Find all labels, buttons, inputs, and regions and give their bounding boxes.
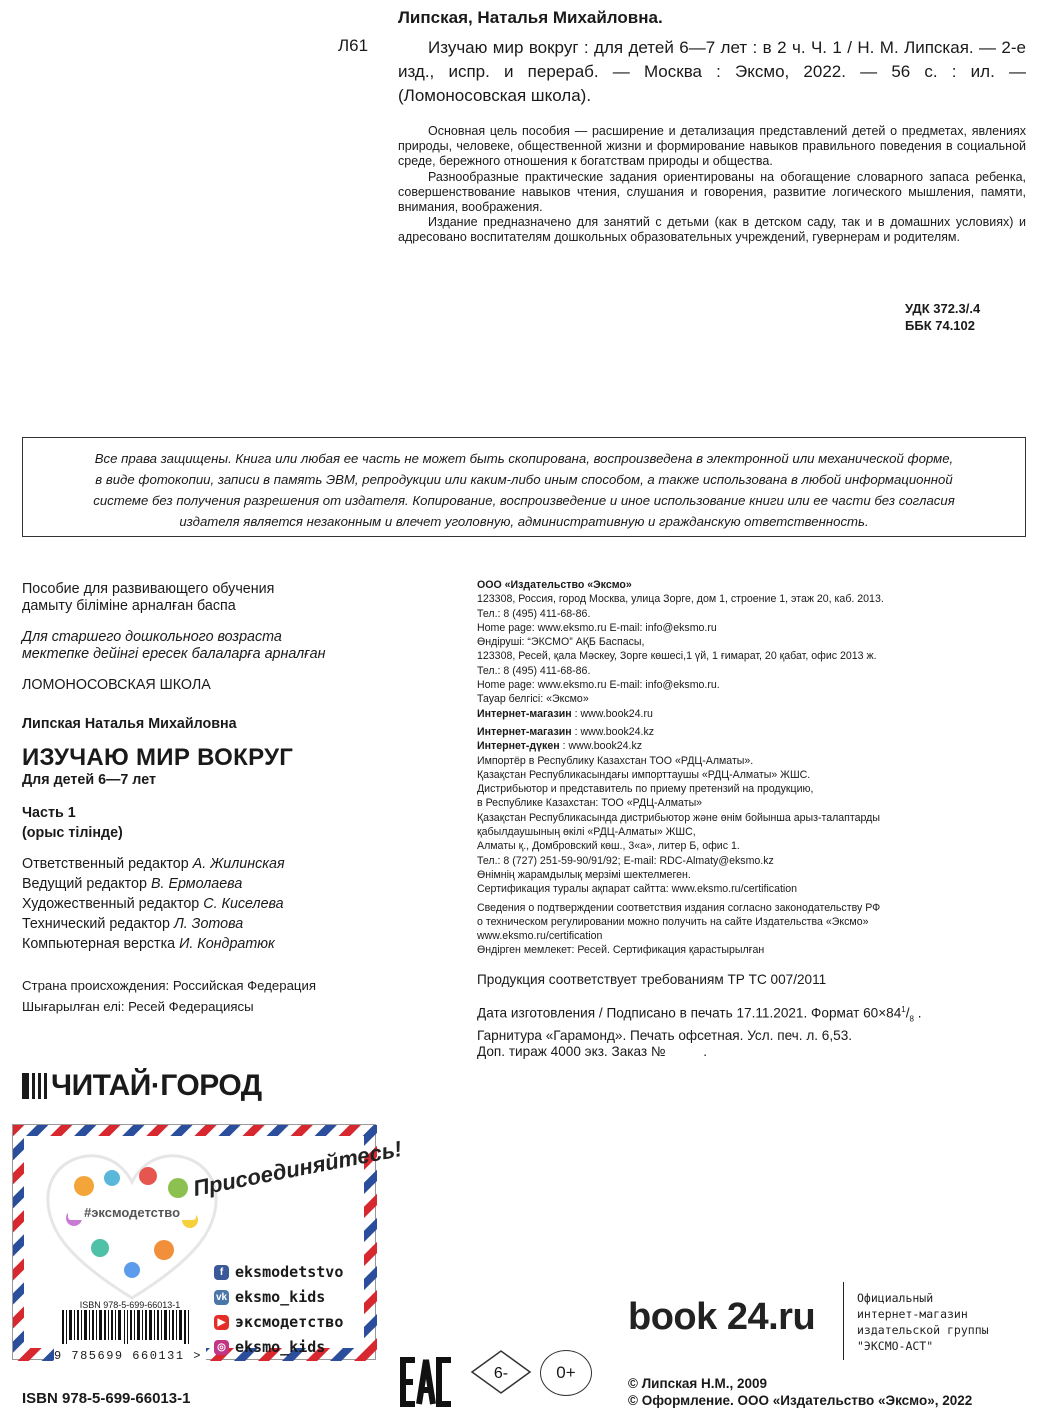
- book24-text-line: издательской группы: [857, 1323, 989, 1337]
- rights-line: издателя является незаконным и влечет уголовную, административную и гражданскую ответственность.: [179, 514, 869, 529]
- credit-role: Технический редактор: [22, 916, 170, 932]
- info-line: Өндіруші: “ЭКСМО” АҚБ Баспасы,: [477, 636, 645, 649]
- facebook-icon: f: [214, 1265, 229, 1280]
- print-info-line: Доп. тираж 4000 экз. Заказ № .: [477, 1044, 708, 1060]
- info-line: Тел.: 8 (727) 251-59-90/91/92; E-mail: RDC-Almaty@eksmo.kz: [477, 854, 774, 867]
- online-shop-kz2-line: [477, 739, 1032, 753]
- info-line: 123308, Ресей, қала Мәскеу, Зорге көшесі,1 үй, 1 ғимарат, 20 қабат, офис 2013 ж.: [477, 650, 877, 663]
- logo-bars-icon: [22, 1073, 47, 1099]
- online-shop-kz-line: [477, 725, 1032, 739]
- info-line: Алматы қ., Домбровский көш., 3«а», литер Б, офис 1.: [477, 840, 740, 853]
- author-heading: Липская, Наталья Михайловна.: [398, 8, 663, 27]
- barcode-isbn: ISBN 978-5-699-66013-1: [79, 1300, 181, 1310]
- annotation-paragraph: Разнообразные практические задания ориентированы на обогащение словарного запаса ребенка, совершенствование навыков чтения, слушания и говорения, развитие логического мышления, памяти, внимания, воображения.: [398, 169, 1026, 215]
- bbk-code: ББК 74.102: [905, 318, 975, 333]
- social-label: eksmodetstvo: [235, 1263, 344, 1281]
- credit-role: Ответственный редактор: [22, 856, 189, 872]
- age6-text: 6-: [493, 1365, 509, 1382]
- shop-kz2-url[interactable]: : www.book24.kz: [559, 740, 643, 753]
- book24-text-line: "ЭКСМО-АСТ": [857, 1339, 934, 1353]
- eac-mark-icon: [399, 1354, 455, 1410]
- series-name: ЛОМОНОСОВСКАЯ ШКОЛА: [22, 677, 211, 693]
- bibliographic-record: Изучаю мир вокруг : для детей 6—7 лет : в 2 ч. Ч. 1 / Н. М. Липская. — 2-е изд., испр. и перераб. — Москва : Эксмо, 2022. — 56 с. : ил. — (Ломоносовская школа).: [398, 38, 1026, 105]
- print-date-format: Дата изготовления / Подписано в печать 17.11.2021. Формат 60×84: [477, 1005, 902, 1021]
- copyright-notice-box: [22, 437, 1026, 537]
- udk-code: УДК 372.3/.4: [905, 301, 981, 316]
- info-line: Дистрибьютор и представитель по приему претензий на продукцию,: [477, 783, 814, 796]
- copyright-author: © Липская Н.М., 2009: [628, 1376, 768, 1391]
- book-title: ИЗУЧАЮ МИР ВОКРУГ: [22, 744, 294, 771]
- instagram-icon: ◎: [214, 1340, 229, 1355]
- shop-kz-label: Интернет-магазин: [477, 725, 572, 738]
- credit-row: [22, 936, 372, 953]
- youtube-icon: ▶: [214, 1315, 229, 1330]
- country-ru: Страна происхождения: Российская Федерация: [22, 978, 316, 993]
- barcode-icon: [54, 1310, 206, 1344]
- age-rating-6: [468, 1349, 534, 1395]
- credit-row: [22, 896, 372, 913]
- credit-name: А. Жилинская: [192, 856, 285, 872]
- info-line: в Республике Казахстан: ТОО «РДЦ-Алматы»: [477, 797, 703, 810]
- info-line: Импортёр в Республику Казахстан ТОО «РДЦ-Алматы».: [477, 754, 754, 767]
- credit-row: [22, 876, 372, 893]
- barcode-block: [54, 1300, 206, 1364]
- purpose-ru: Пособие для развивающего обучения: [22, 581, 275, 597]
- credit-name: Л. Зотова: [173, 916, 244, 932]
- chitai-gorod-wordmark: ЧИТАЙ·ГОРОД: [51, 1069, 262, 1102]
- publisher-name: ООО «Издательство «Эксмо»: [477, 579, 632, 591]
- join-us-title: Присоединяйтесь!: [191, 1136, 404, 1202]
- info-line: Тел.: 8 (495) 411-68-86.: [477, 607, 591, 620]
- social-row[interactable]: [214, 1310, 343, 1335]
- info-line: Home page: www.eksmo.ru E-mail: info@eksmo.ru: [477, 621, 717, 634]
- social-label: eksmo_kids: [235, 1338, 326, 1356]
- shop-kz-url[interactable]: : www.book24.kz: [571, 725, 655, 738]
- info-line: Өнімнің жарамдылық мерзімі шектелмеген.: [477, 868, 691, 881]
- credit-name: В. Ермолаева: [150, 876, 243, 892]
- purpose-kz: дамыту біліміне арналған баспа: [22, 598, 236, 614]
- envelope-inner: [24, 1136, 404, 1363]
- info-line: Home page: www.eksmo.ru E-mail: info@eksmo.ru.: [477, 679, 720, 692]
- book24-text-line: Официальный: [857, 1291, 934, 1305]
- chitai-gorod-logo: [22, 1068, 262, 1104]
- country-kz: Шығарылған елі: Ресей Федерациясы: [22, 999, 254, 1014]
- barcode-digits: 9 785699 660131 >: [54, 1349, 202, 1363]
- credit-role: Ведущий редактор: [22, 876, 147, 892]
- social-label: eksmo_kids: [235, 1288, 326, 1306]
- info-line: Тауар белгісі: «Эксмо»: [477, 693, 589, 706]
- shop-kz2-label: Интернет-дүкен: [477, 740, 560, 753]
- info-line: о техническом регулировании можно получить на сайте Издательства «Эксмо»: [477, 915, 869, 928]
- info-line: Қазақстан Республикасындағы импорттаушы «РДЦ-Алматы» ЖШС.: [477, 768, 811, 781]
- book24-text-line: интернет-магазин: [857, 1307, 968, 1321]
- info-line: www.eksmo.ru/certification: [477, 930, 603, 943]
- info-line: Тел.: 8 (495) 411-68-86.: [477, 664, 591, 677]
- social-row[interactable]: [214, 1260, 343, 1285]
- online-shop-line: [477, 707, 1032, 721]
- shop-label: Интернет-магазин: [477, 707, 572, 720]
- print-info-line: Дата изготовления / Подписано в печать 17.11.2021. Формат $60\times 84^1/_8$ .: [477, 1005, 922, 1024]
- annotation: [398, 124, 1026, 246]
- book-part: Часть 1: [22, 805, 76, 821]
- age-kz: мектепке дейінгі ересек балаларға арналған: [22, 646, 326, 662]
- social-row[interactable]: [214, 1285, 343, 1310]
- age-ru: Для старшего дошкольного возраста: [22, 629, 282, 645]
- envelope-sticker: [12, 1124, 404, 1363]
- info-line: Сертификация туралы ақпарат сайтта: www.eksmo.ru/certification: [477, 883, 798, 896]
- catalog-code: Л61: [338, 36, 369, 55]
- classification-codes: [905, 300, 1025, 334]
- credit-row: [22, 856, 372, 873]
- rights-line: в виде фотокопии, записи в память ЭВМ, репродукции или каким-либо иным способом, а также использована в любой информационной: [95, 472, 953, 487]
- shop-url[interactable]: : www.book24.ru: [571, 707, 653, 720]
- social-row[interactable]: [214, 1335, 343, 1360]
- format-sub: 8: [909, 1014, 914, 1024]
- copyright-design: © Оформление. ООО «Издательство «Эксмо», 2022: [628, 1393, 973, 1408]
- left-imprint-column: [22, 581, 372, 1015]
- hashtag-text: #эксмодетство: [83, 1205, 181, 1220]
- book24-description: [857, 1290, 989, 1354]
- social-label: эксмодетство: [235, 1313, 344, 1331]
- credit-row: [22, 916, 372, 933]
- author-name: Липская Наталья Михайловна: [22, 716, 237, 732]
- right-imprint-column: [477, 578, 1032, 1061]
- heart-illustration: [44, 1152, 220, 1302]
- annotation-paragraph: Издание предназначено для занятий с детьми (как в детском саду, так и в домашних условиях) и адресовано воспитателям дошкольных образовательных учреждений, гувернерам и родителям.: [398, 215, 1026, 245]
- copyright-block: [628, 1375, 972, 1409]
- vk-icon: vk: [215, 1292, 228, 1303]
- annotation-paragraph: Основная цель пособия — расширение и детализация представлений детей о предметах, явлениях природы, человеке, общественной жизни и формирование навыков правильного поведения в социальной среде, бережного отношения к богатствам природы и общества.: [398, 124, 1026, 169]
- info-line: Қазақстан Республикасында дистрибьютор және өнім бойынша арыз-талаптарды: [477, 811, 880, 824]
- age-rating-0: 0+: [540, 1350, 592, 1396]
- divider: [843, 1282, 844, 1360]
- book-language: (орыс тілінде): [22, 825, 123, 841]
- credit-role: Художественный редактор: [22, 896, 200, 912]
- info-line: Өндірген мемлекет: Ресей. Сертификация қарастырылған: [477, 944, 765, 957]
- book24-logo: book 24.ru: [628, 1296, 816, 1338]
- rights-line: системе без получения разрешения от издателя. Копирование, воспроизведение и иное использование книги или ее части без согласия: [93, 493, 955, 508]
- compliance-line: Продукция соответствует требованиям ТР ТС 007/2011: [477, 971, 827, 987]
- info-line: қабылдаушының өкілі «РДЦ-Алматы» ЖШС,: [477, 826, 696, 839]
- print-info-line: Гарнитура «Гарамонд». Печать офсетная. Усл. печ. л. 6,53.: [477, 1027, 853, 1043]
- credit-name: С. Киселева: [203, 896, 284, 912]
- social-links: [214, 1260, 343, 1360]
- credit-role: Компьютерная верстка: [22, 936, 176, 952]
- credit-name: И. Кондратюк: [179, 936, 275, 952]
- isbn-footer: ISBN 978-5-699-66013-1: [22, 1390, 191, 1407]
- info-line: 123308, Россия, город Москва, улица Зорге, дом 1, строение 1, этаж 20, каб. 2013.: [477, 593, 884, 606]
- rights-line: Все права защищены. Книга или любая ее часть не может быть скопирована, воспроизведена в электронной или механической форме,: [94, 451, 954, 466]
- format-sup: 1: [901, 1005, 906, 1015]
- format-tail: .: [913, 1005, 922, 1021]
- info-line: Сведения о подтверждении соответствия издания согласно законодательству РФ: [477, 901, 881, 914]
- book-subtitle: Для детей 6—7 лет: [22, 772, 156, 788]
